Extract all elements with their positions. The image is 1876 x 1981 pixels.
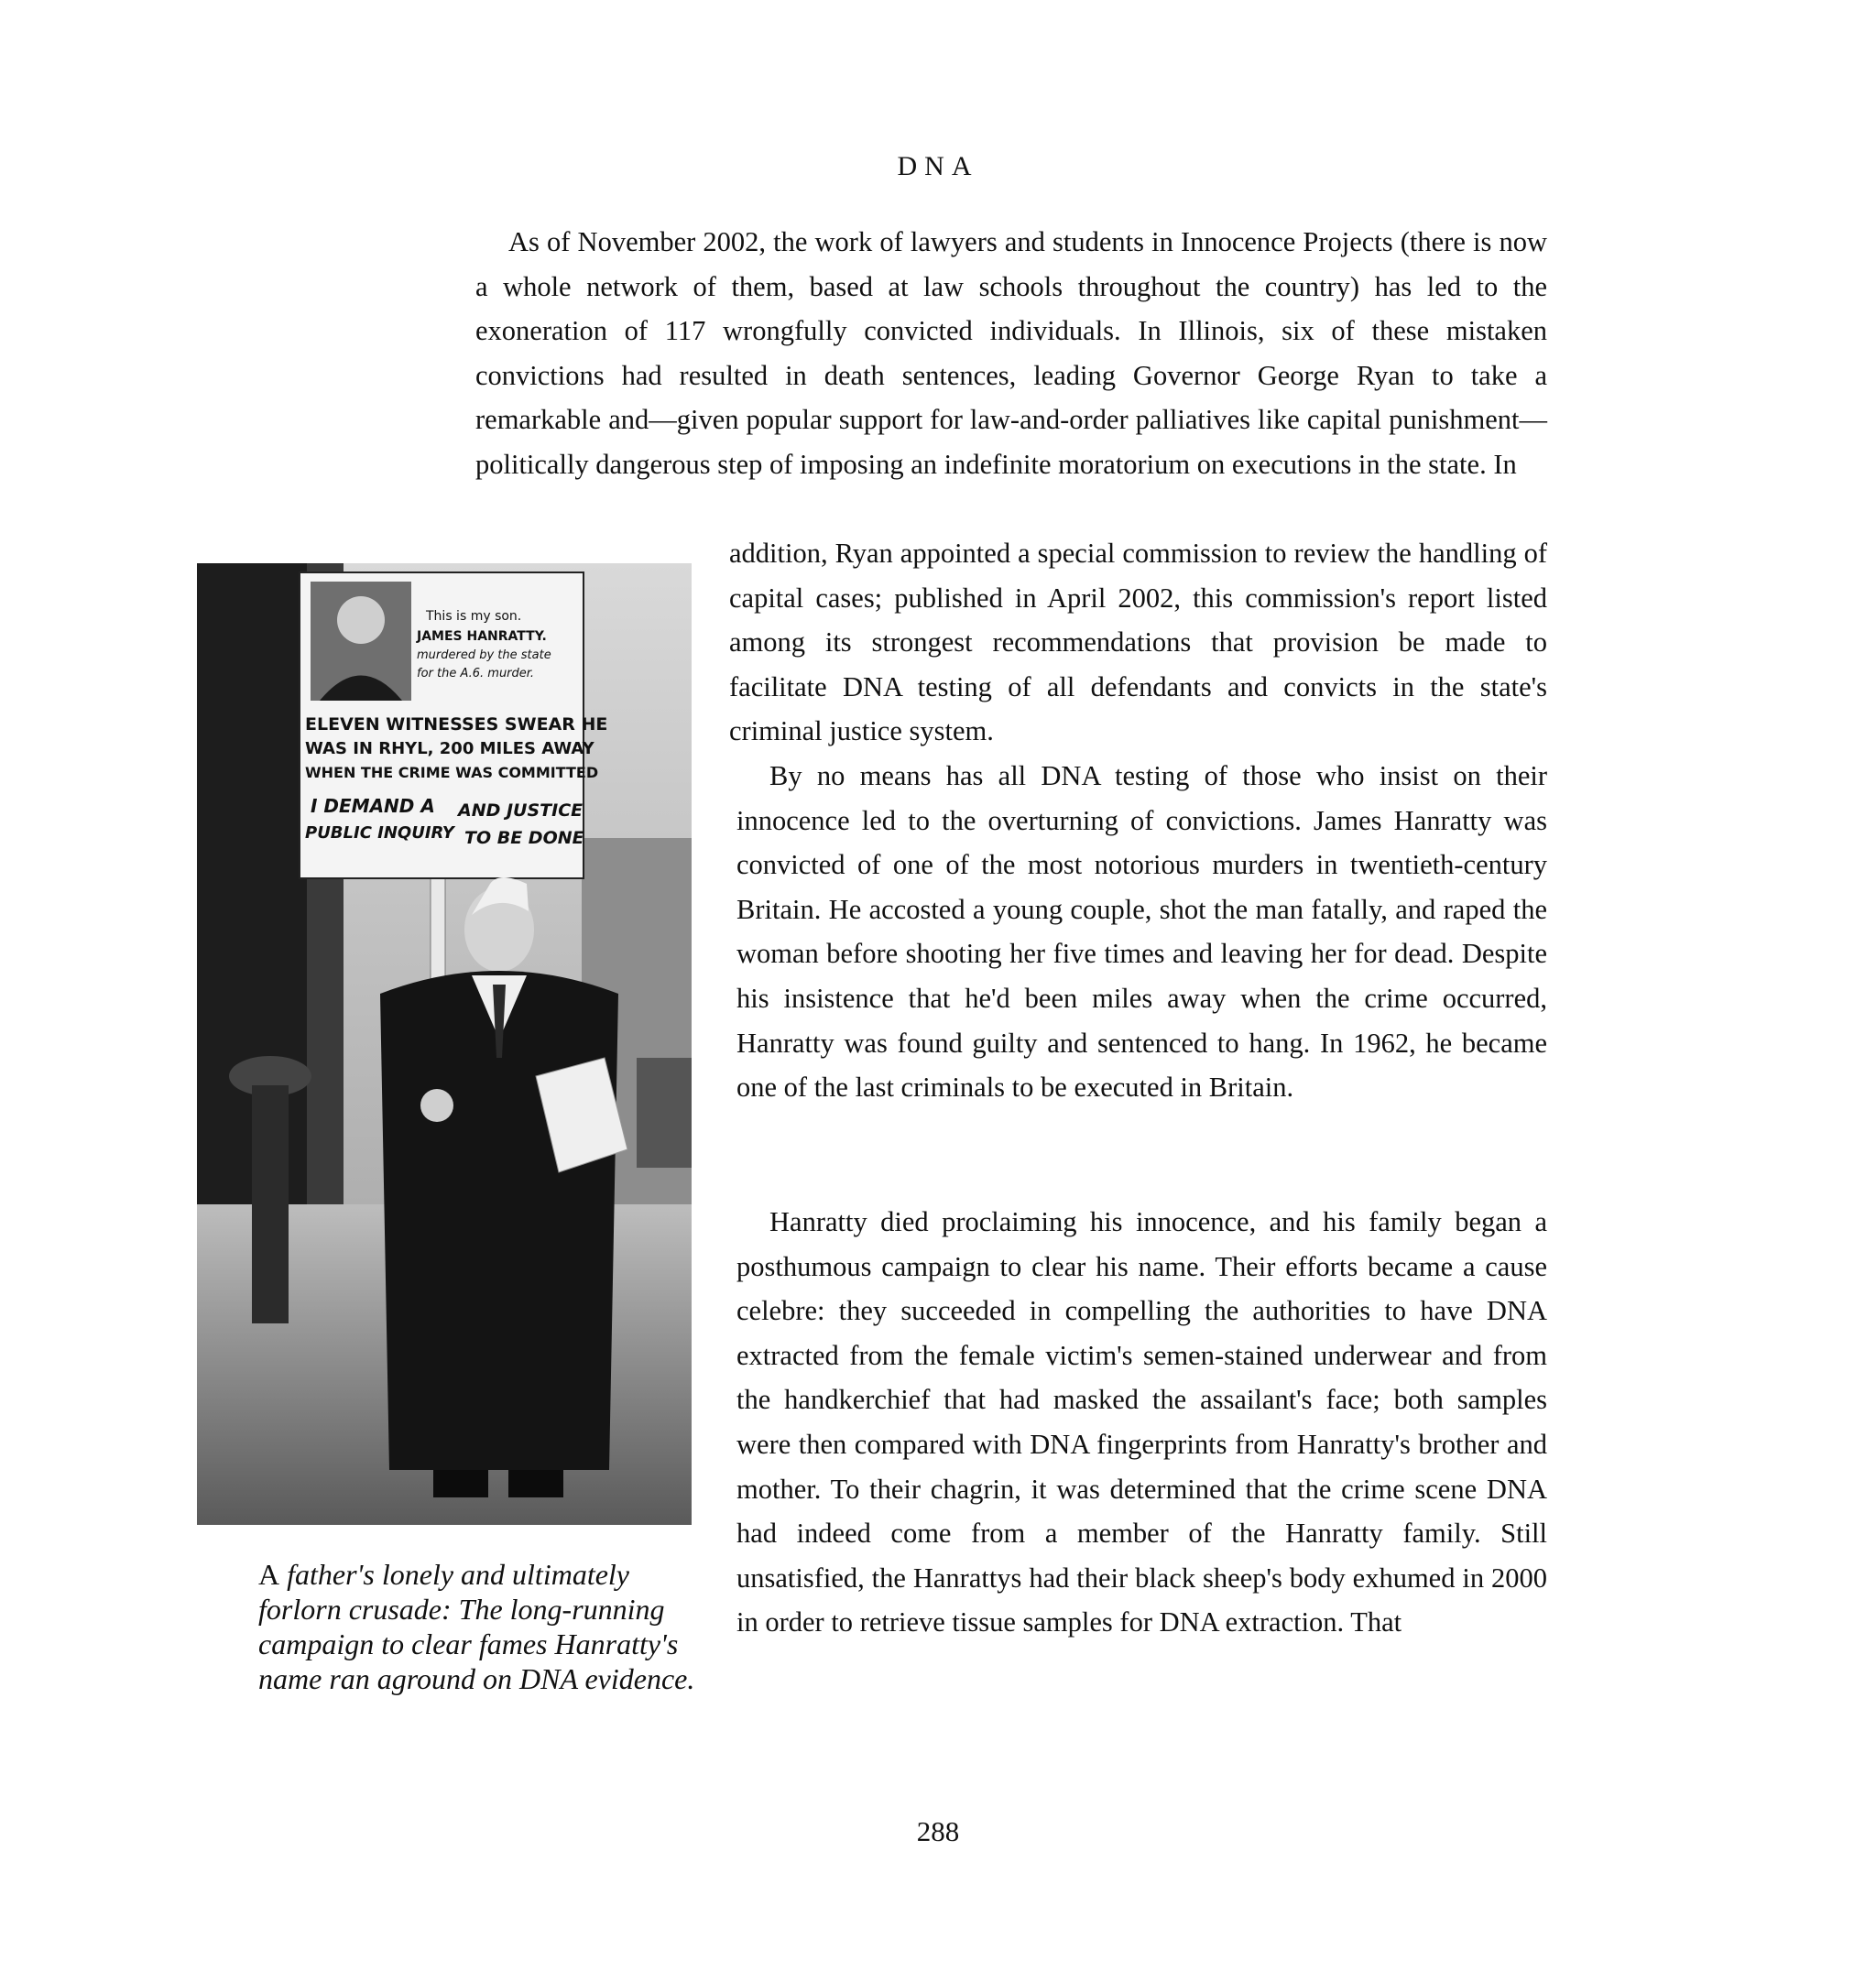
figure-caption-lead: A [258, 1558, 280, 1591]
sign-line-9b: TO BE DONE [464, 828, 584, 848]
sign-line-7: WHEN THE CRIME WAS COMMITTED [305, 764, 599, 781]
sign-line-8b: PUBLIC INQUIRY [305, 823, 454, 843]
sign-line-6: WAS IN RHYL, 200 MILES AWAY [305, 739, 594, 758]
sign-line-3: murdered by the state [417, 648, 551, 662]
father-hand [420, 1089, 453, 1122]
son-portrait-face [337, 596, 385, 644]
figure-caption [258, 1557, 698, 1696]
figure-caption-text: father's lonely and ultimately forlorn crusade: The long-running campaign to clear fames Hanratty's name ran aground on DNA evidence. [258, 1558, 695, 1695]
running-head: DNA [897, 151, 979, 181]
sign-line-5: ELEVEN WITNESSES SWEAR HE [305, 714, 608, 735]
body-paragraph-1-continued: addition, Ryan appointed a special commission to review the handling of capital cases; published in April 2002, this commission's report listed among its strongest recommendations that provision be made to facilitate DNA testing of all defendants and convicts in the state's criminal justice system. [729, 538, 1547, 747]
passerby-figure [252, 1085, 289, 1323]
protest-sign [300, 572, 607, 878]
father-left-shoe [433, 1470, 488, 1497]
sign-line-9a: AND JUSTICE [458, 800, 584, 821]
page-number: 288 [916, 1815, 960, 1847]
body-paragraph-1: As of November 2002, the work of lawyers and students in Innocence Projects (there is now a whole network of them, based at law schools throughout the country) has led to the exoneration of 117 wrongfully convicted individuals. In Illinois, six of these mistaken convictions had resulted in death sentences, leading Governor George Ryan to take a remarkable and—given popular support for law-and-order palliatives like capital punishment—politically dangerous step of imposing an indefinite moratorium on executions in the state. In [475, 226, 1547, 480]
protest-photo-illustration [197, 563, 692, 1525]
parked-car [637, 1058, 692, 1168]
sign-line-8a: I DEMAND A [311, 795, 435, 817]
sign-line-4: for the A.6. murder. [417, 667, 535, 680]
sign-line-1: This is my son. [426, 609, 522, 624]
sign-line-2: JAMES HANRATTY. [417, 629, 547, 644]
protest-photo [197, 563, 692, 1525]
father-right-shoe [508, 1470, 563, 1497]
body-paragraph-3: Hanratty died proclaiming his innocence, and his family began a posthumous campaign to clear his name. Their efforts became a cause celebre: they succeeded in compelling the authorities to have DNA extracted from the female victim's semen-stained underwear and from the handkerchief that had masked the assailant's face; both samples were then compared with DNA fingerprints from Hanratty's brother and mother. To their chagrin, it was determined that the crime scene DNA had indeed come from a member of the Hanratty family. Still unsatisfied, the Hanrattys had their black sheep's body exhumed in 2000 in order to retrieve tissue samples for DNA extraction. That [736, 1206, 1547, 1638]
body-paragraph-2: By no means has all DNA testing of those who insist on their innocence led to the overturning of convictions. James Hanratty was convicted of one of the most notorious murders in twentieth-century Britain. He accosted a young couple, shot the man fatally, and raped the woman before shooting her five times and leaving her for dead. Despite his insistence that he'd been miles away when the crime occurred, Hanratty was found guilty and sentenced to hang. In 1962, he became one of the last criminals to be executed in Britain. [736, 760, 1547, 1104]
